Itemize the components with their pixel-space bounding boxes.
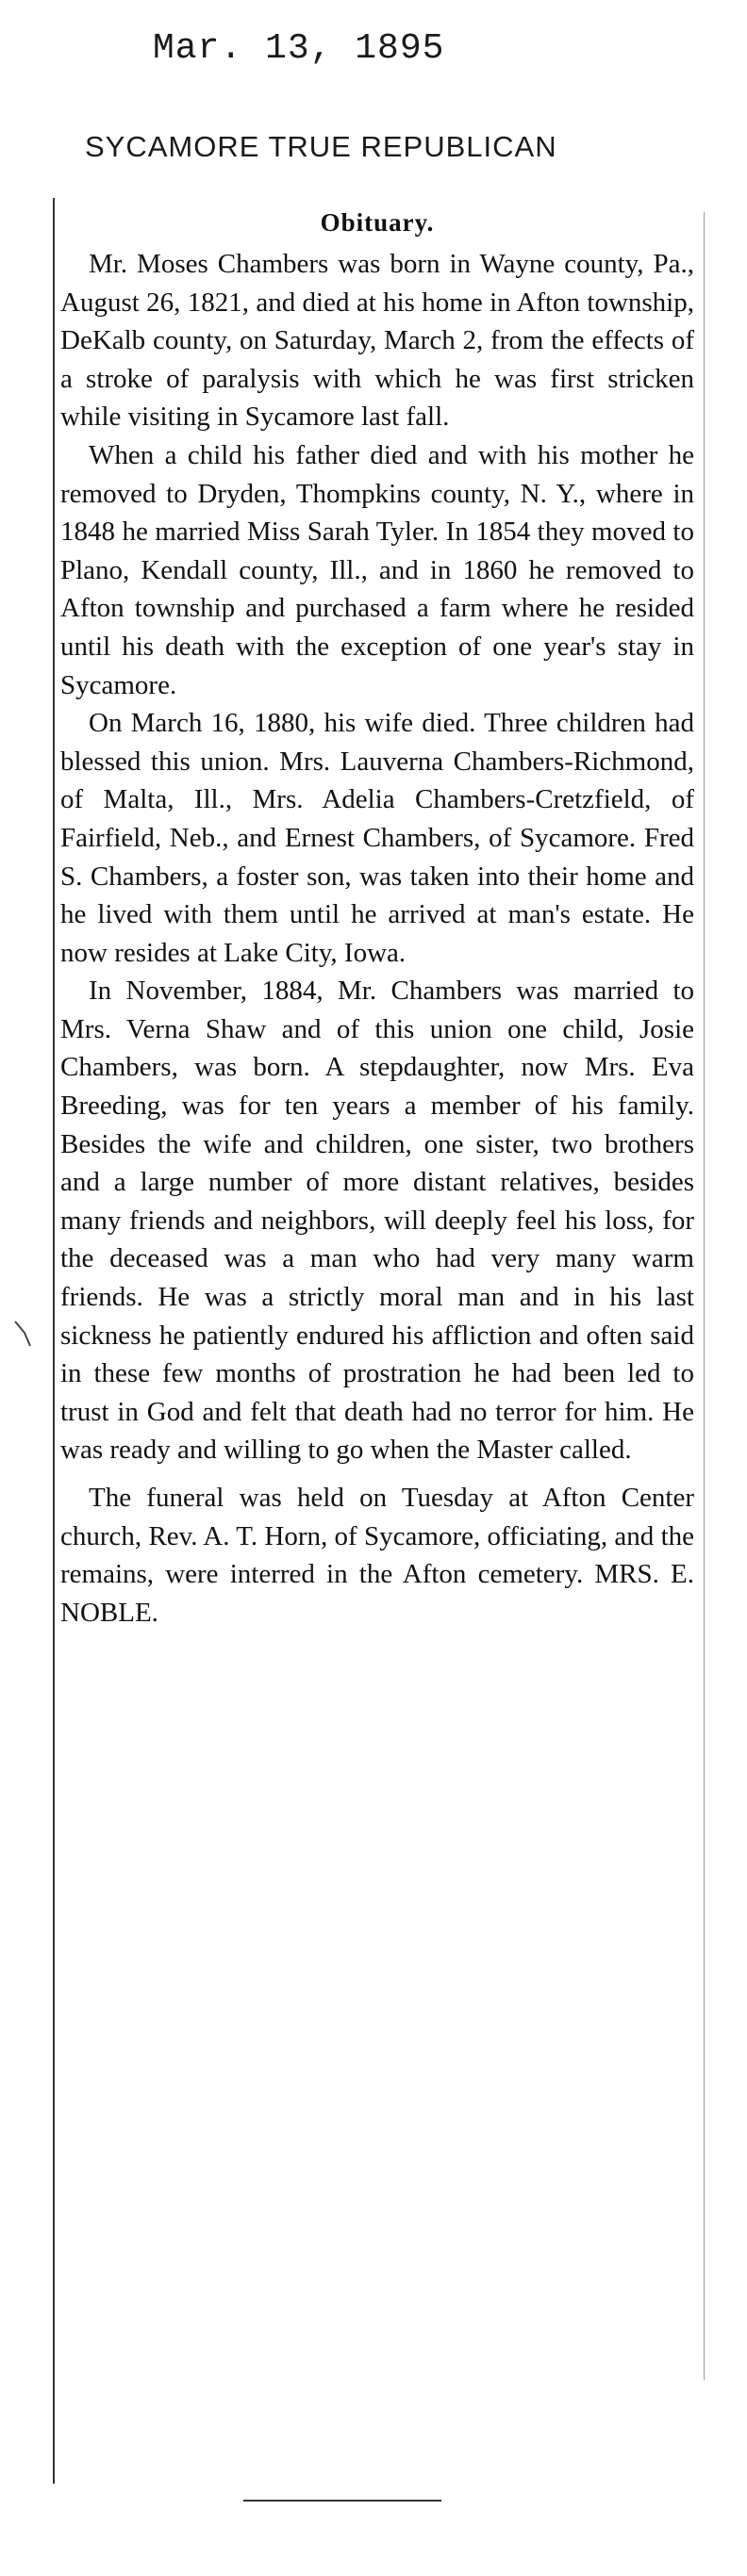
newspaper-name: SYCAMORE TRUE REPUBLICAN: [85, 130, 557, 163]
closing-rule: [243, 2500, 441, 2502]
clipping-date: Mar. 13, 1895: [153, 28, 445, 69]
article-paragraph-5: The funeral was held on Tuesday at Afton Center church, Rev. A. T. Horn, of Sycamore, officiating, and the remains, were interred in the Afton cemetery. MRS. E. NOBLE.: [60, 1483, 694, 1628]
article-heading: Obituary.: [320, 208, 435, 237]
article-paragraph-3: On March 16, 1880, his wife died. Three children had blessed this union. Mrs. Lauverna Chambers-Richmond, of Malta, Ill., Mrs. Adelia Chambers-Cretzfield, of Fairfield, Neb., and Ernest Chambers, of Sycamore. Fred S. Chambers, a foster son, was taken into their home and he lived with them until he arrived at man's estate. He now resides at Lake City, Iowa.: [60, 708, 694, 968]
article-paragraph-1: Mr. Moses Chambers was born in Wayne county, Pa., August 26, 1821, and died at his home in Afton township, DeKalb county, on Saturday, March 2, from the effects of a stroke of paralysis with which he was first stricken while visiting in Sycamore last fall.: [60, 249, 694, 433]
obituary-article: [60, 200, 694, 1632]
left-column-rule: [53, 198, 55, 2484]
article-paragraph-4: In November, 1884, Mr. Chambers was married to Mrs. Verna Shaw and of this union one child, Josie Chambers, was born. A stepdaughter, now Mrs. Eva Breeding, was for ten years a member of his family. Besides the wife and children, one sister, two brothers and a large number of more distant relatives, besides many friends and neighbors, will deeply feel his loss, for the deceased was a man who had very many warm friends. He was a strictly moral man and in his last sickness he patiently endured his affliction and often said in these few months of prostration he had been led to trust in God and felt that death had no terror for him. He was ready and willing to go when the Master called.: [60, 976, 694, 1466]
article-paragraph-2: When a child his father died and with his mother he removed to Dryden, Thompkins county, N. Y., where in 1848 he married Miss Sarah Tyler. In 1854 they moved to Plano, Kendall county, Ill., and in 1860 he removed to Afton township and purchased a farm where he resided until his death with the exception of one year's stay in Sycamore.: [60, 439, 694, 700]
right-column-rule: [704, 212, 705, 2380]
margin-tick-mark: [13, 1320, 34, 1348]
